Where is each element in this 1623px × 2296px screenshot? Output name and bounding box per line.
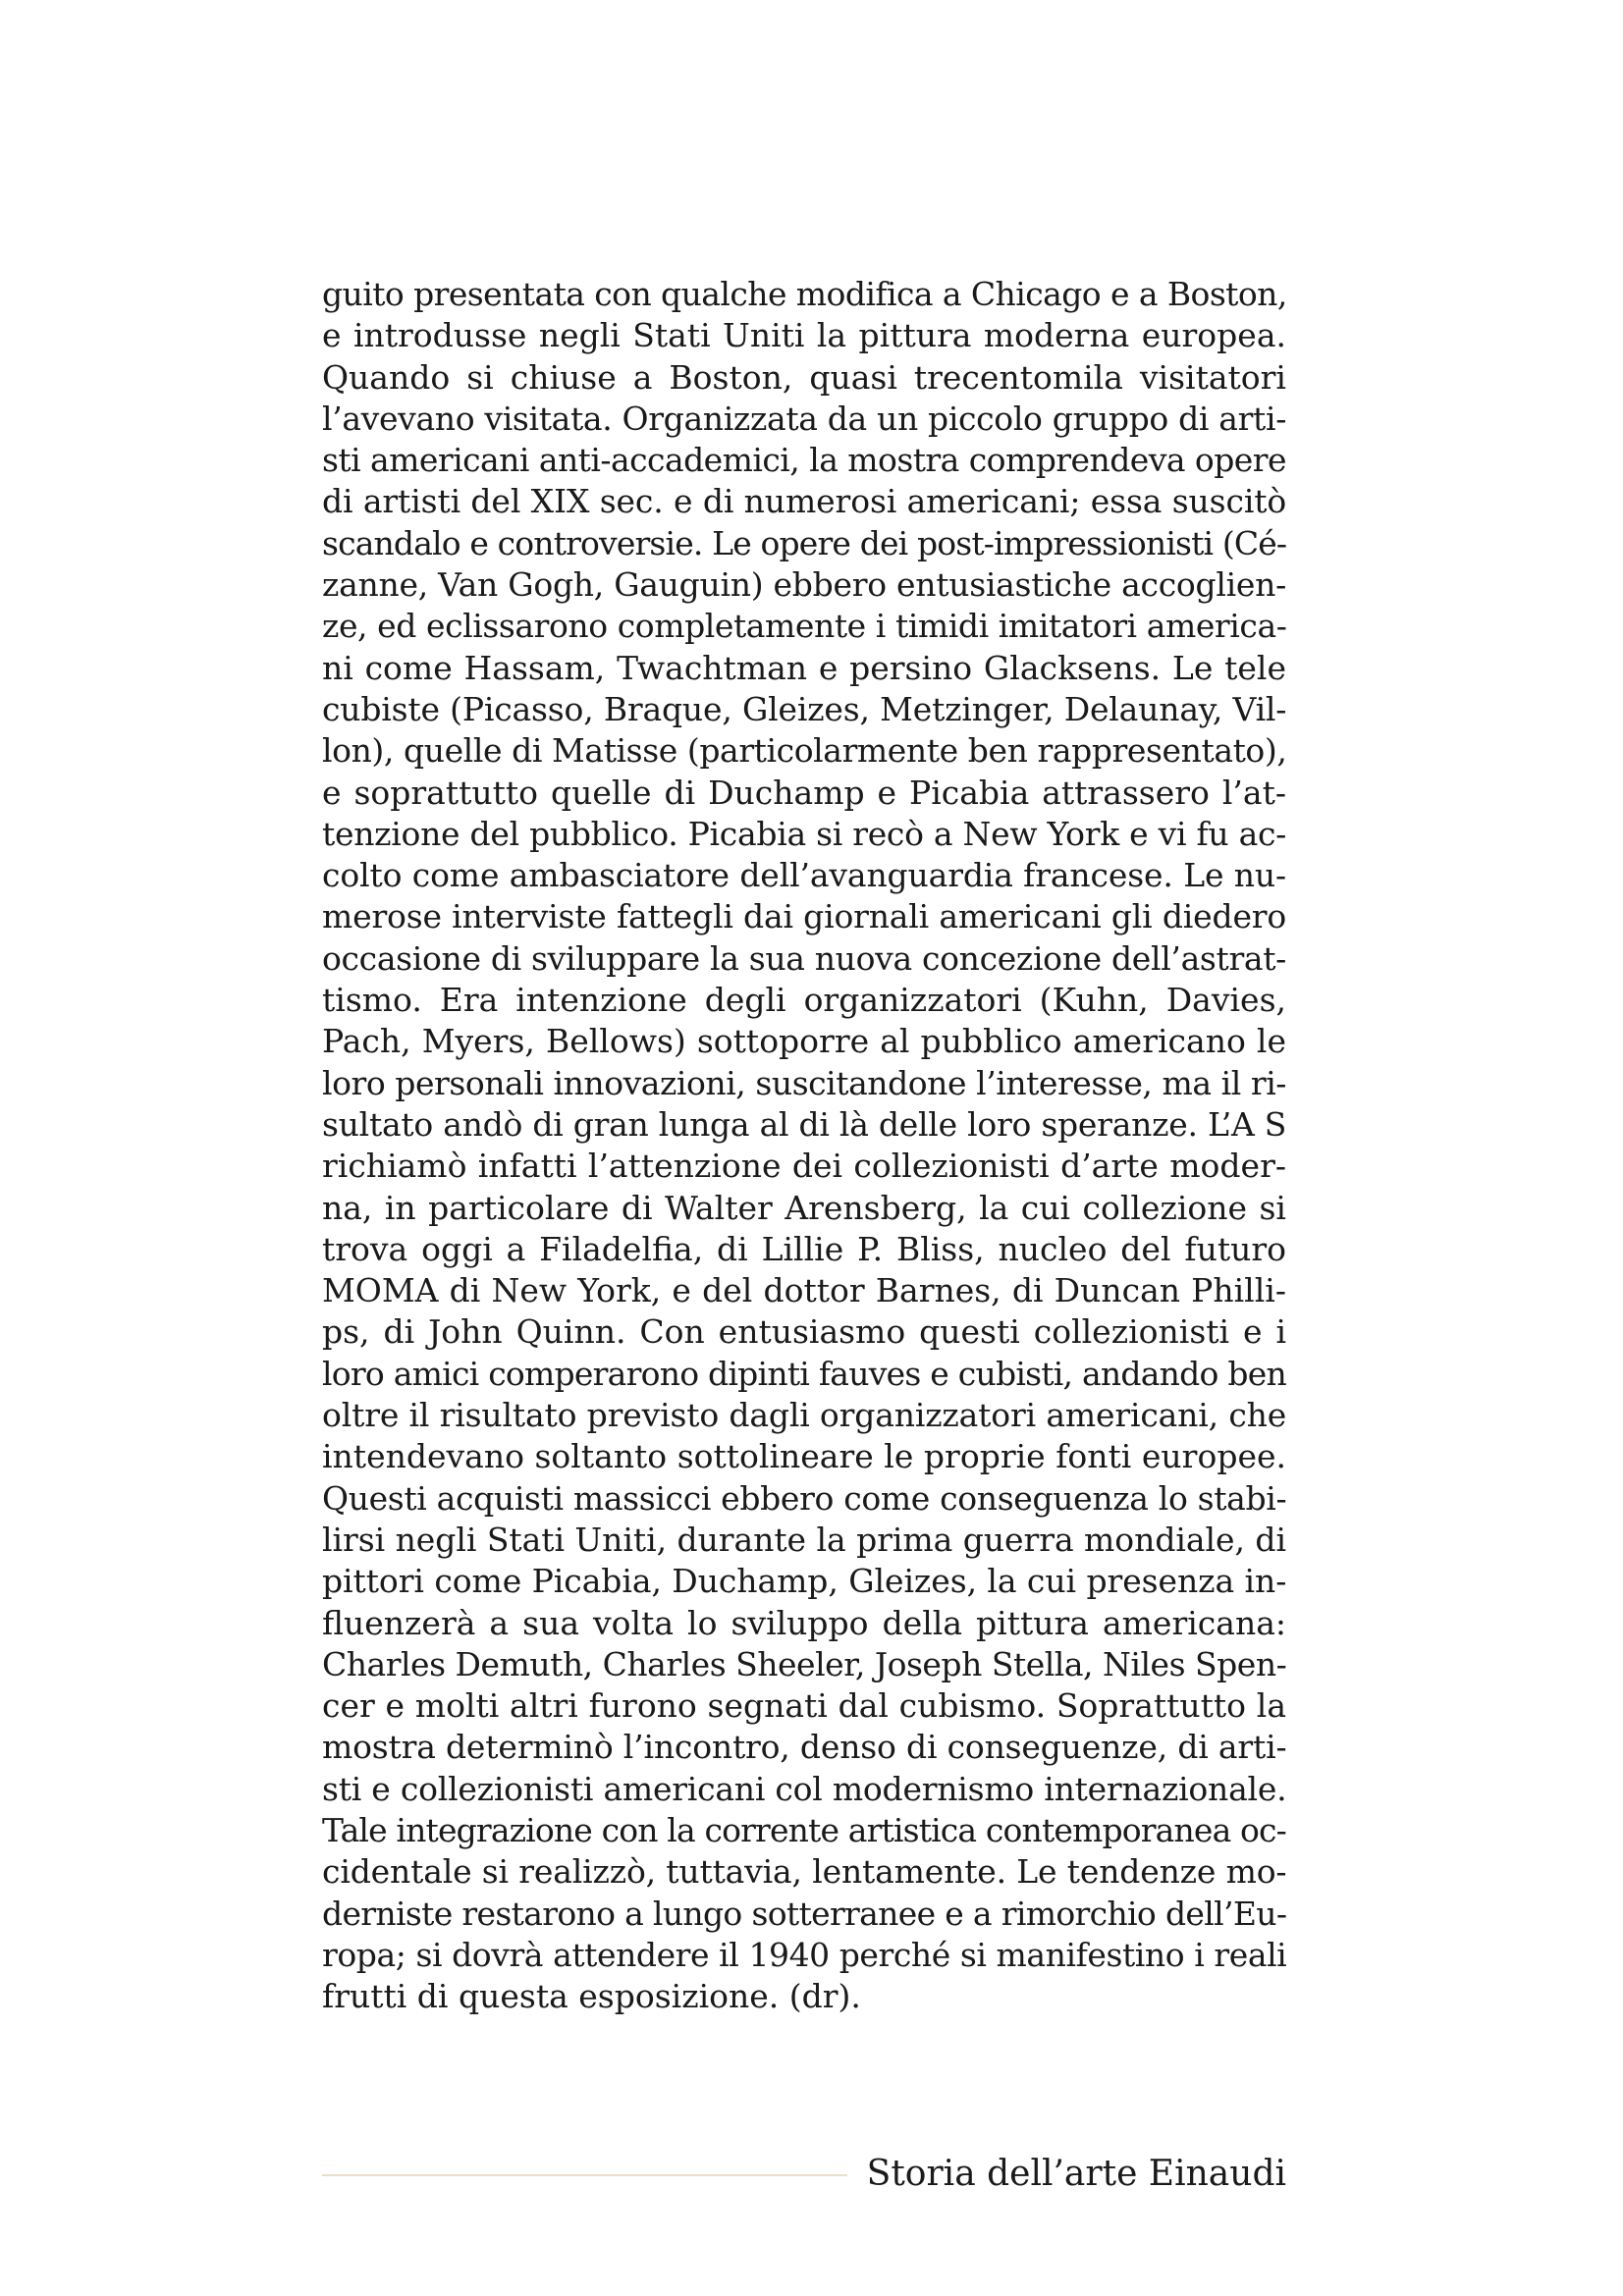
text-line: mostra determinò l’incontro, denso di conseguenze, di arti- — [322, 1728, 1287, 1767]
text-line: guito presentata con qualche modifica a Chicago e a Boston, — [322, 275, 1287, 313]
text-line: ni come Hassam, Twachtman e persino Glacksens. Le tele — [322, 648, 1286, 687]
text-line: Tale integrazione con la corrente artistica contemporanea oc- — [322, 1810, 1286, 1849]
text-line: cubiste (Picasso, Braque, Gleizes, Metzinger, Delaunay, Vil- — [322, 689, 1287, 728]
text-line: fluenzerà a sua volta lo sviluppo della pittura americana: — [322, 1603, 1286, 1642]
footer-rule — [322, 2174, 847, 2176]
text-line: e introdusse negli Stati Uniti la pittura moderna europea. — [322, 316, 1286, 355]
text-line: ps, di John Quinn. Con entusiasmo questi collezionisti e i — [322, 1312, 1286, 1352]
text-line: oltre il risultato previsto dagli organizzatori americani, che — [322, 1396, 1287, 1435]
text-line: cer e molti altri furono segnati dal cubismo. Soprattutto la — [322, 1686, 1286, 1726]
text-line: trova oggi a Filadelfia, di Lillie P. Bliss, nucleo del futuro — [322, 1229, 1286, 1268]
text-line-last: frutti di questa esposizione. (dr). — [322, 1977, 861, 2016]
text-line: loro amici comperarono dipinti fauves e cubisti, andando ben — [322, 1354, 1286, 1393]
text-line: occasione di sviluppare la sua nuova concezione dell’astrat- — [322, 938, 1286, 978]
text-line: ropa; si dovrà attendere il 1940 perché si manifestino i reali — [322, 1935, 1287, 1974]
text-line: merose interviste fattegli dai giornali americani gli diedero — [322, 897, 1287, 936]
text-line: Quando si chiuse a Boston, quasi trecentomila visitatori — [322, 357, 1286, 397]
text-line: Questi acquisti massicci ebbero come conseguenza lo stabi- — [322, 1478, 1287, 1518]
page-footer — [322, 2150, 1286, 2199]
text-line: pittori come Picabia, Duchamp, Gleizes, la cui presenza in- — [322, 1562, 1287, 1601]
text-line: sti e collezionisti americani col modernismo internazionale. — [322, 1769, 1287, 1808]
text-line: Pach, Myers, Bellows) sottoporre al pubblico americano le — [322, 1022, 1286, 1061]
text-line: sti americani anti-accademici, la mostra comprendeva opere — [322, 441, 1286, 480]
text-line: MOMA di New York, e del dottor Barnes, di Duncan Philli- — [322, 1271, 1286, 1310]
text-line: colto come ambasciatore dell’avanguardia francese. Le nu- — [322, 856, 1286, 895]
text-line: zanne, Van Gogh, Gauguin) ebbero entusiastiche accoglien- — [322, 565, 1286, 605]
text-line: di artisti del XIX sec. e di numerosi americani; essa suscitò — [322, 482, 1287, 521]
body-text — [322, 274, 1286, 2017]
text-line: sultato andò di gran lunga al di là delle loro speranze. L’A S — [322, 1104, 1287, 1144]
text-line: Charles Demuth, Charles Sheeler, Joseph Stella, Niles Spen- — [322, 1644, 1287, 1683]
text-line: l’avevano visitata. Organizzata da un piccolo gruppo di arti- — [322, 399, 1286, 438]
text-line: ze, ed eclissarono completamente i timidi imitatori america- — [322, 607, 1287, 646]
footer-title: Storia dell’arte Einaudi — [866, 2154, 1286, 2194]
text-line: derniste restarono a lungo sotterranee e a rimorchio dell’Eu- — [322, 1894, 1287, 1933]
text-line: na, in particolare di Walter Arensberg, la cui collezione si — [322, 1188, 1286, 1227]
text-line: scandalo e controversie. Le opere dei post-impressionisti (Cé- — [322, 523, 1287, 562]
text-line: tismo. Era intenzione degli organizzatori (Kuhn, Davies, — [322, 981, 1286, 1020]
text-line: lirsi negli Stati Uniti, durante la prima guerra mondiale, di — [322, 1520, 1286, 1559]
text-line: loro personali innovazioni, suscitandone l’interesse, ma il ri- — [322, 1063, 1286, 1102]
text-line: lon), quelle di Matisse (particolarmente ben rappresentato), — [322, 731, 1287, 771]
text-line: intendevano soltanto sottolineare le proprie fonti europee. — [322, 1437, 1286, 1476]
text-line: tenzione del pubblico. Picabia si recò a New York e vi fu ac- — [322, 814, 1286, 853]
text-line: cidentale si realizzò, tuttavia, lentamente. Le tendenze mo- — [322, 1852, 1287, 1892]
text-line: e soprattutto quelle di Duchamp e Picabia attrassero l’at- — [322, 773, 1286, 812]
text-line: richiamò infatti l’attenzione dei collezionisti d’arte moder- — [322, 1147, 1286, 1186]
